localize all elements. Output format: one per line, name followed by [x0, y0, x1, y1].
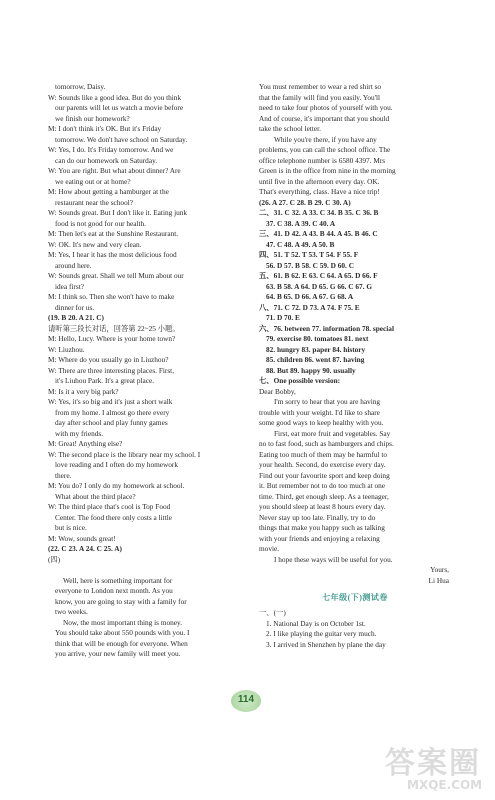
text-line: tomorrow. We don't have school on Saturday.	[55, 134, 188, 144]
text-line: with my friends.	[55, 428, 104, 438]
text-line: M: Great! Anything else?	[48, 439, 123, 448]
text-line: W: OK. It's new and very clean.	[48, 239, 142, 249]
left-column	[48, 82, 247, 660]
text-line: M: Where do you usually go in Liuzhou?	[48, 355, 169, 364]
text-line: (22. C 23. A 24. C 25. A)	[48, 544, 122, 553]
text-line: around here.	[55, 260, 92, 270]
text-line: idea first?	[55, 281, 84, 291]
text-line: Dear Bobby,	[259, 386, 296, 396]
text-line: no to fast food, such as hamburgers and chips.	[259, 439, 394, 448]
watermark-text: 答案圈	[385, 746, 481, 781]
text-line: 八、71. C 72. D 73. A 74. F 75. E	[259, 302, 360, 312]
text-line: W: Yes, I do. It's Friday tomorrow. And we	[48, 145, 174, 154]
text-line: (四)	[48, 554, 61, 564]
text-line: day after school and play funny games	[55, 418, 168, 427]
text-line: 1. National Day is on October 1st.	[266, 618, 366, 628]
text-line: 47. C 48. A 49. A 50. B	[266, 239, 335, 249]
text-line: 71. D 70. E	[266, 313, 300, 322]
text-line: 四、51. T 52. T 53. T 54. F 55. F	[259, 250, 359, 259]
text-line: I'm sorry to hear that you are having	[274, 397, 381, 406]
text-line: your health. Second, do exercise every day.	[259, 460, 386, 469]
text-line: office telephone number is 6580 4397. Mrs	[259, 155, 386, 165]
text-line: W: Sounds like a good idea. But do you think	[48, 92, 182, 102]
text-line: M: Is it a very big park?	[48, 386, 119, 396]
watermark-url: MXQE.COM	[407, 778, 483, 792]
text-line: Center. The food there only costs a little	[55, 512, 172, 522]
text-line: 一、(一)	[259, 608, 286, 617]
text-line: two weeks.	[55, 607, 88, 616]
text-line: love reading and I often do my homework	[55, 460, 178, 469]
text-line: M: Wow, sounds great!	[48, 533, 116, 543]
text-line: it's Liuhou Park. It's a great place.	[55, 376, 155, 385]
text-line: 七、One possible version:	[259, 376, 341, 385]
watermark-logo	[385, 738, 485, 796]
text-line: I hope these ways will be useful for you.	[274, 554, 393, 564]
text-line: from my home. I almost go there every	[55, 407, 170, 417]
text-line: (19. B 20. A 21. C)	[48, 313, 104, 322]
text-line: can do our homework on Saturday.	[55, 155, 158, 165]
text-line: 五、61. B 62. E 63. C 64. A 65. D 66. F	[259, 271, 378, 280]
text-line: we eating out or at home?	[55, 176, 131, 186]
text-line: take the school letter.	[259, 124, 322, 133]
text-line: You must remember to wear a red shirt so	[259, 82, 382, 91]
text-line: restaurant near the school?	[55, 197, 133, 207]
text-line: First, eat more fruit and vegetables. Say	[274, 428, 391, 438]
section-title: 七年级(下)测试卷	[322, 593, 388, 602]
text-line: dinner for us.	[55, 302, 95, 312]
page-number: 114	[237, 694, 255, 705]
text-line: W: You are right. But what about dinner? Are	[48, 166, 181, 175]
right-column-text	[259, 82, 451, 586]
text-line: some good ways to keep healthy with you.	[259, 418, 384, 427]
text-line: M: Yes, I hear it has the most delicious food	[48, 250, 177, 259]
text-line: Green is in the office from nine in the morning	[259, 166, 396, 175]
text-line: 37. C 38. A 39. C 40. A	[266, 218, 336, 228]
text-line: 六、76. between 77. information 78. special	[259, 323, 394, 333]
section-body	[259, 608, 451, 650]
text-line: know, you are going to stay with a family for	[55, 596, 187, 606]
text-line: tomorrow, Daisy.	[55, 82, 106, 91]
text-line: 二、31. C 32. A 33. C 34. B 35. C 36. B	[259, 208, 379, 217]
text-line: W: The third place that's cool is Top Food	[48, 502, 171, 511]
text-line: W: Sounds great. But I don't like it. Eating junk	[48, 208, 188, 217]
page-number-badge	[229, 690, 263, 712]
text-line: you should sleep at least 8 hours every day.	[259, 502, 386, 511]
text-line: 2. I like playing the guitar very much.	[266, 629, 377, 638]
text-line: That's everything, class. Have a nice trip!	[259, 187, 380, 196]
text-line: 请听第三段长对话，回答第 22~25 小题。	[48, 323, 180, 333]
text-line: need to take four photos of yourself with you.	[259, 103, 393, 112]
text-line: 三、41. D 42. A 43. B 44. A 45. B 46. C	[259, 229, 378, 238]
text-line: 88. But 89. happy 90. usually	[266, 365, 356, 375]
text-line: things that make you happy such as talking	[259, 523, 385, 532]
text-line	[48, 565, 247, 576]
text-line: 64. B 65. D 66. A 67. G 68. A	[266, 292, 354, 301]
text-line: M: I don't think it's OK. But it's Friday	[48, 124, 162, 133]
text-line: 63. B 58. A 64. D 65. G 66. C 67. G	[266, 281, 373, 291]
text-line: it. But remember not to do too much at one	[259, 481, 386, 490]
text-line: problems, you can call the school office. The	[259, 145, 391, 154]
text-line: Never stay up too late. Finally, try to do	[259, 512, 376, 522]
text-line: Yours,	[430, 565, 449, 574]
text-line: there.	[55, 470, 72, 480]
text-line: movie.	[259, 544, 280, 553]
text-line: 56. D 57. B 58. C 59. D 60. C	[266, 260, 354, 270]
right-column	[259, 82, 451, 650]
text-line: While you're there, if you have any	[274, 134, 377, 144]
text-line: Well, here is something important for	[63, 575, 173, 585]
text-line: W: There are three interesting places. First,	[48, 365, 175, 375]
text-line: W: Sounds great. Shall we tell Mum about our	[48, 271, 184, 280]
text-line: M: I think so. Then she won't have to make	[48, 292, 175, 301]
text-line: Find out your favourite sport and keep doing	[259, 470, 390, 480]
text-line: our parents will let us watch a movie before	[55, 103, 184, 112]
text-line: we finish our homework?	[55, 113, 130, 123]
text-line: food is not good for our health.	[55, 218, 146, 228]
text-line: Li Hua	[428, 575, 449, 585]
text-line: Now, the most important thing is money.	[63, 617, 183, 627]
text-line: W: Liuzhou.	[48, 344, 85, 354]
text-line: that the family will find you easily. You'll	[259, 92, 381, 102]
text-line: What about the third place?	[55, 491, 136, 501]
text-line: (26. A 27. C 28. B 29. C 30. A)	[259, 197, 351, 207]
text-line: until five in the afternoon every day. OK.	[259, 176, 380, 186]
text-line: 3. I arrived in Shenzhen by plane the day	[266, 639, 386, 649]
text-line: And of course, it's important that you should	[259, 113, 390, 123]
text-line: 79. exercise 80. tomatoes 81. next	[266, 334, 369, 343]
text-line: you arrive, your new family will meet you.	[55, 649, 181, 658]
text-line: trouble with your weight. I'd like to share	[259, 407, 380, 417]
text-line: with your friends and enjoying a relaxing	[259, 533, 380, 543]
text-line: W: The second place is the library near my school. I	[48, 449, 201, 459]
text-line: time. Third, get enough sleep. As a teenager,	[259, 491, 389, 501]
text-line: everyone to London next month. As you	[55, 586, 173, 595]
text-line: 85. children 86. went 87. having	[266, 355, 365, 364]
text-line: but is nice.	[55, 523, 87, 532]
text-line: 82. hungry 83. paper 84. history	[266, 344, 366, 354]
text-line: think that will be enough for everyone. When	[55, 638, 188, 648]
text-line: M: You do? I only do my homework at school.	[48, 481, 185, 490]
text-line: W: Yes, it's so big and it's just a short walk	[48, 397, 173, 406]
text-line: Eating too much of them may be harmful to	[259, 449, 388, 459]
text-line: You should take about 550 pounds with you. I	[55, 628, 190, 637]
text-line: M: How about getting a hamburger at the	[48, 187, 169, 196]
text-line: M: Then let's eat at the Sunshine Restaurant.	[48, 229, 179, 238]
text-line: M: Hello, Lucy. Where is your home town?	[48, 334, 176, 343]
